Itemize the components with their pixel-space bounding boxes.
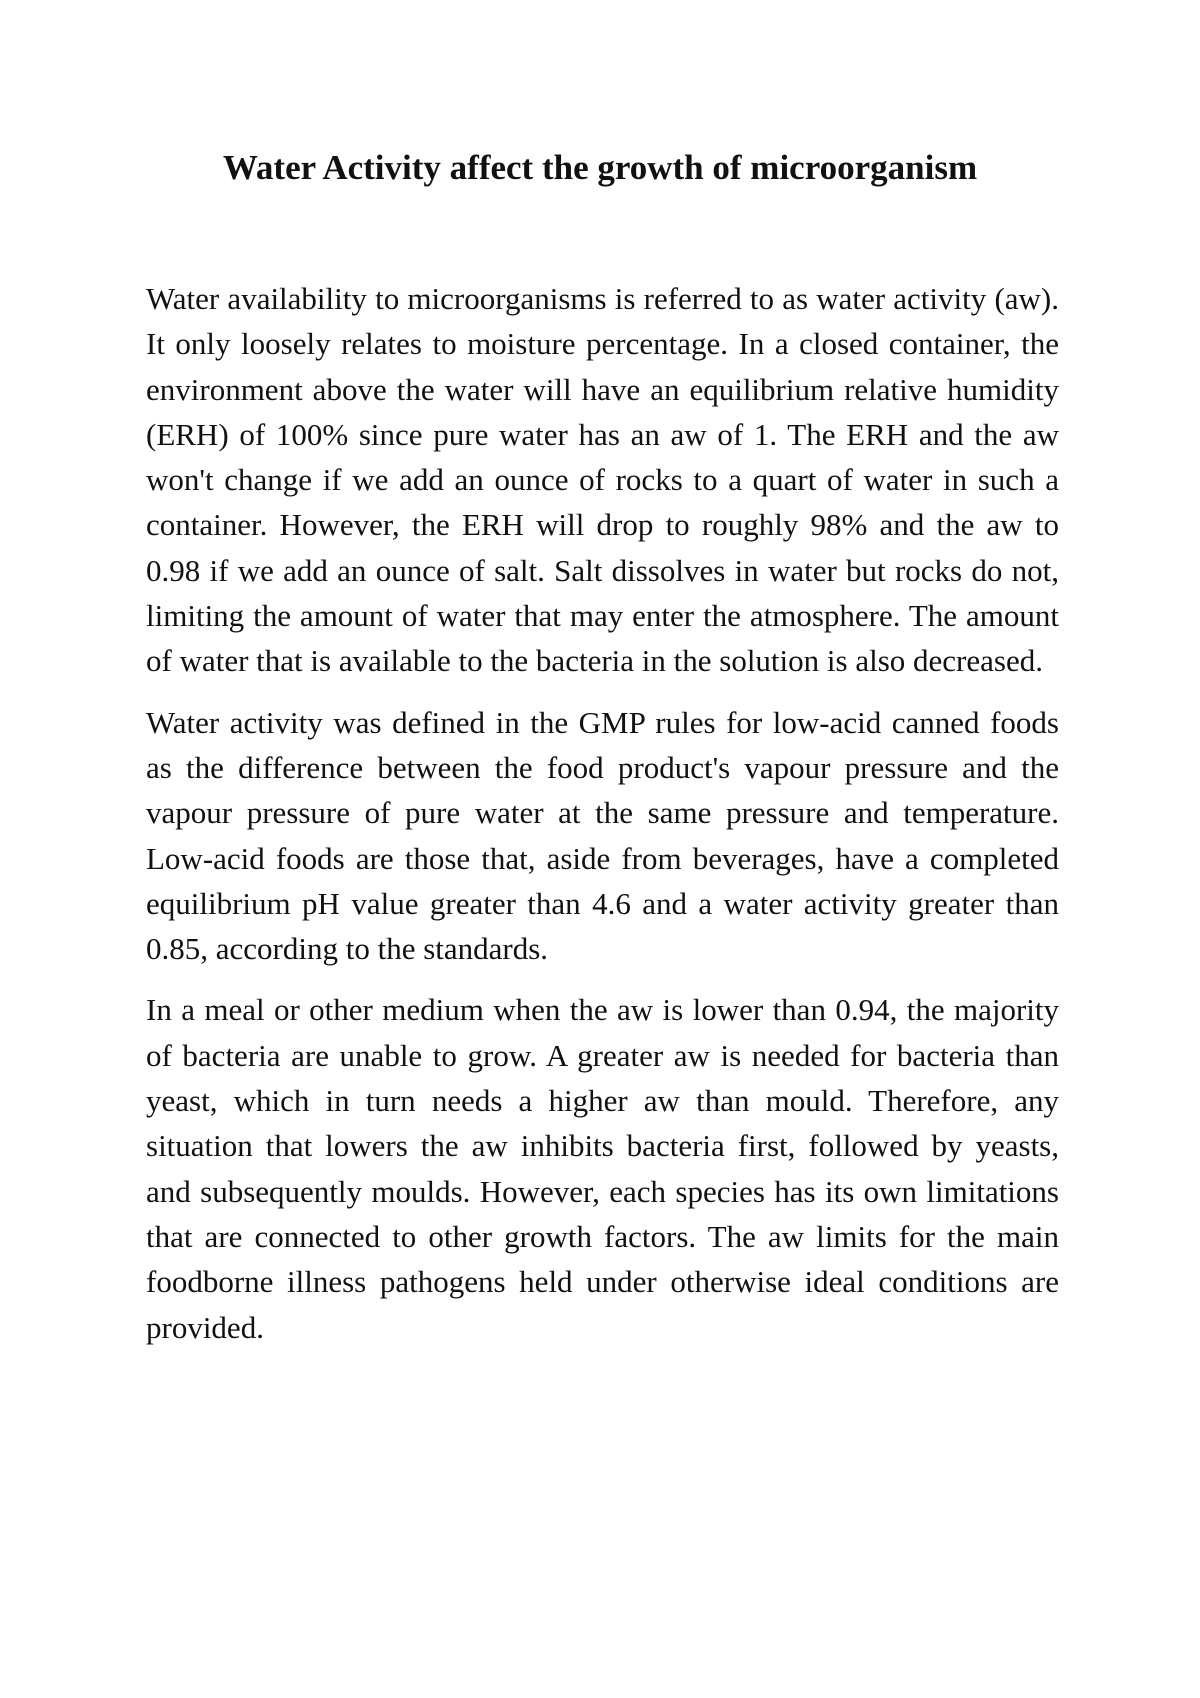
- paragraph-1: Water availability to microorganisms is referred to as water activity (aw). It only loosely relates to moisture percentage. In a closed container, the environment above the water will have an equilibrium relative humidity (ERH) of 100% since pure water has an aw of 1. The ERH and the aw won't change if we add an ounce of rocks to a quart of water in such a container. However, the ERH will drop to roughly 98% and the aw to 0.98 if we add an ounce of salt. Salt dissolves in water but rocks do not, limiting the amount of water that may enter the atmosphere. The amount of water that is available to the bacteria in the solution is also decreased.: [146, 281, 1059, 679]
- paragraph-2: Water activity was defined in the GMP rules for low-acid canned foods as the difference between the food product's vapour pressure and the vapour pressure of pure water at the same pressure and temperature. Low-acid foods are those that, aside from beverages, have a completed equilibrium pH value greater than 4.6 and a water activity greater than 0.85, according to the standards.: [146, 704, 1059, 967]
- document-title: Water Activity affect the growth of microorganism: [222, 148, 978, 187]
- document-body: [146, 276, 1059, 1366]
- paragraph-3: In a meal or other medium when the aw is lower than 0.94, the majority of bacteria are unable to grow. A greater aw is needed for bacteria than yeast, which in turn needs a higher aw than mould. Therefore, any situation that lowers the aw inhibits bacteria first, followed by yeasts, and subsequently moulds. However, each species has its own limitations that are connected to other growth factors. The aw limits for the main foodborne illness pathogens held under otherwise ideal conditions are provided.: [146, 992, 1059, 1345]
